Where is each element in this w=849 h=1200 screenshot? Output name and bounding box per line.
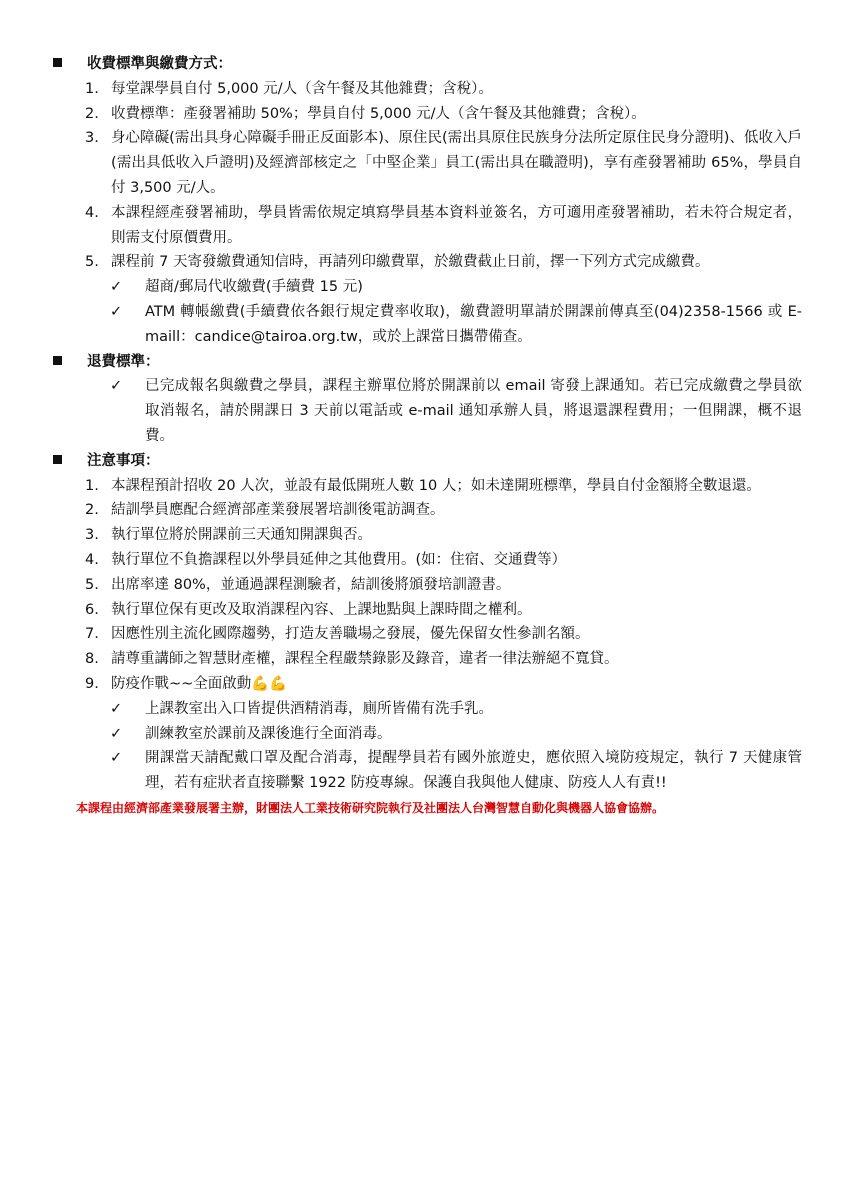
document-content (50, 52, 802, 818)
list-item (50, 672, 802, 697)
organizer-footer: 本課程由經濟部產業發展署主辦，財團法人工業技術研究院執行及社團法人台灣智慧自動化與機器人協會協辦。 (76, 800, 665, 815)
item-text: 課程前 7 天寄發繳費通知信時，再請列印繳費單，於繳費截止日前，擇一下列方式完成繳費。 (111, 254, 710, 271)
item-text: 因應性別主流化國際趨勢，打造友善職場之發展，優先保留女性參訓名額。 (111, 626, 590, 643)
list-item (50, 126, 802, 200)
item-text: 請尊重講師之智慧財產權，課程全程嚴禁錄影及錄音，違者一律法辦絕不寬貸。 (111, 651, 619, 668)
check-item (50, 374, 802, 448)
list-item (50, 573, 802, 598)
list-item (50, 622, 802, 647)
list-item (50, 548, 802, 573)
item-text: 結訓學員應配合經濟部產業發展署培訓後電訪調查。 (111, 502, 445, 519)
check-item (50, 275, 802, 300)
item-number: 3. (85, 527, 99, 544)
list-item (50, 77, 802, 102)
item-text: 身心障礙(需出具身心障礙手冊正反面影本)、原住民(需出具原住民族身分法所定原住民身分證明)、低收入戶(需出具低收入戶證明)及經濟部核定之「中堅企業」員工(需出具在職證明)，享有產發署補助 65%，學員自付 3,500 元/人。 (111, 130, 802, 196)
item-text: 收費標準：產發署補助 50%；學員自付 5,000 元/人（含午餐及其他雜費；含稅）。 (111, 105, 646, 122)
item-text: 出席率達 80%，並通過課程測驗者，結訓後將頒發培訓證書。 (111, 576, 511, 593)
item-text: 執行單位保有更改及取消課程內容、上課地點與上課時間之權利。 (111, 601, 532, 618)
item-number: 2. (85, 105, 99, 122)
list-item (50, 523, 802, 548)
heading-text: 退費標準： (87, 353, 160, 370)
item-number: 5. (85, 254, 99, 271)
item-number: 5. (85, 576, 99, 593)
list-item (50, 498, 802, 523)
check-item (50, 300, 802, 350)
check-item (50, 746, 802, 796)
check-mark-icon: ✓ (110, 279, 123, 296)
check-text: 訓練教室於課前及課後進行全面消毒。 (145, 725, 392, 742)
item-number: 3. (85, 130, 99, 147)
section-heading-fees (50, 52, 802, 77)
item-text: 每堂課學員自付 5,000 元/人（含午餐及其他雜費；含稅）。 (111, 80, 493, 97)
list-item (50, 250, 802, 275)
check-mark-icon: ✓ (110, 378, 123, 395)
list-item (50, 474, 802, 499)
item-number: 7. (85, 626, 99, 643)
item-number: 4. (85, 551, 99, 568)
check-mark-icon: ✓ (110, 303, 123, 320)
item-text: 執行單位不負擔課程以外學員延伸之其他費用。(如：住宿、交通費等） (111, 551, 567, 568)
square-bullet-icon (53, 455, 62, 464)
section-heading-refund (50, 350, 802, 375)
item-number: 8. (85, 651, 99, 668)
section-heading-notes (50, 449, 802, 474)
check-mark-icon: ✓ (110, 750, 123, 767)
check-mark-icon: ✓ (110, 725, 123, 742)
check-item (50, 697, 802, 722)
item-text: 本課程預計招收 20 人次，並設有最低開班人數 10 人；如未達開班標準，學員自付金額將全數退還。 (111, 477, 761, 494)
heading-text: 注意事項： (87, 452, 160, 469)
check-text: 上課教室出入口皆提供酒精消毒，廁所皆備有洗手乳。 (145, 700, 493, 717)
check-text: 超商/郵局代收繳費(手續費 15 元) (145, 279, 363, 296)
check-text: 已完成報名與繳費之學員，課程主辦單位將於開課前以 email 寄發上課通知。若已完成繳費之學員欲取消報名，請於開課日 3 天前以電話或 e-mail 通知承辦人員，將退還課程費用；一但開課，概不退費。 (145, 378, 802, 444)
item-text: 防疫作戰~~全面啟動💪💪 (111, 675, 288, 692)
item-number: 1. (85, 477, 99, 494)
square-bullet-icon (53, 58, 62, 67)
list-item (50, 598, 802, 623)
item-number: 6. (85, 601, 99, 618)
check-text: 開課當天請配戴口罩及配合消毒，提醒學員若有國外旅遊史，應依照入境防疫規定，執行 7 天健康管理，若有症狀者直接聯繫 1922 防疫專線。保護自我與他人健康、防疫人人有責!! (145, 750, 802, 792)
item-text: 執行單位將於開課前三天通知開課與否。 (111, 527, 372, 544)
square-bullet-icon (53, 356, 62, 365)
list-item (50, 647, 802, 672)
check-item (50, 722, 802, 747)
item-number: 1. (85, 80, 99, 97)
item-number: 4. (85, 204, 99, 221)
item-text: 本課程經產發署補助，學員皆需依規定填寫學員基本資料並簽名，方可適用產發署補助，若未符合規定者，則需支付原價費用。 (111, 204, 802, 246)
heading-text: 收費標準與繳費方式： (87, 56, 232, 72)
check-mark-icon: ✓ (110, 700, 123, 717)
list-item (50, 201, 802, 251)
item-number: 2. (85, 502, 99, 519)
check-text: ATM 轉帳繳費(手續費依各銀行規定費率收取)，繳費證明單請於開課前傳真至(04)2358-1566 或 E-maill：candice@tairoa.org.tw，或於上課當日攜帶備查。 (145, 303, 802, 345)
item-number: 9. (85, 675, 99, 692)
list-item (50, 102, 802, 127)
